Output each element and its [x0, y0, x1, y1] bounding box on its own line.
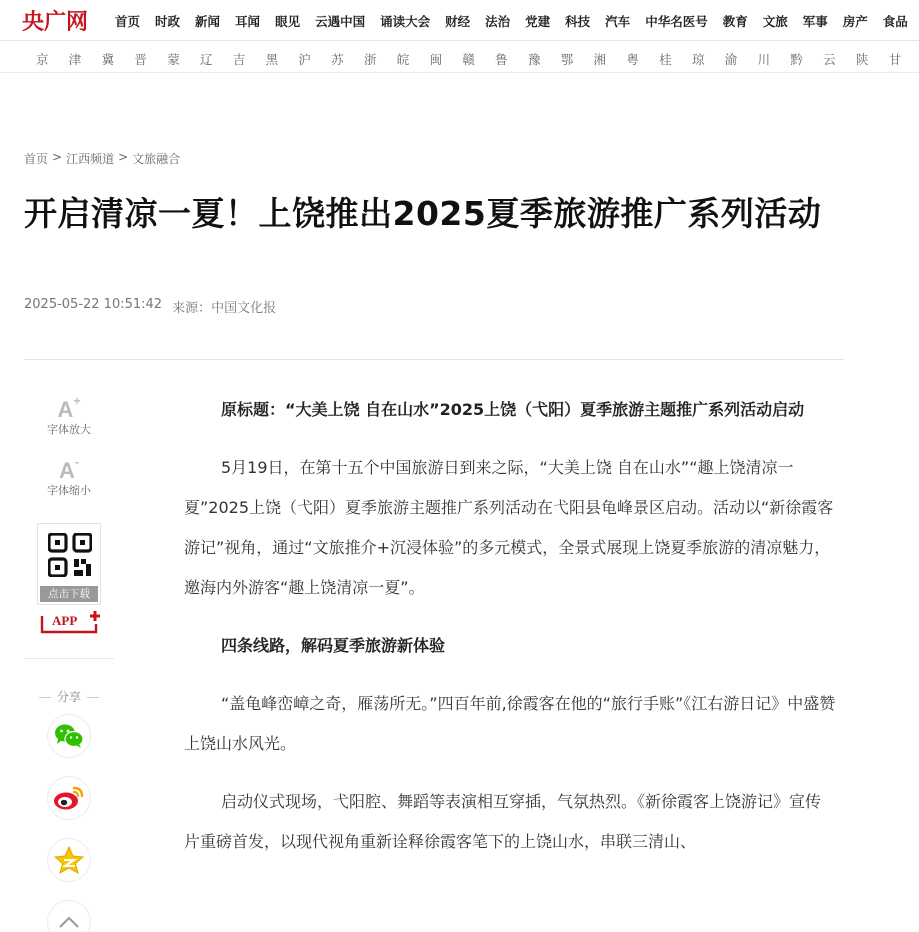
province-link[interactable]: 粤	[626, 52, 639, 67]
province-link[interactable]: 桂	[659, 52, 672, 67]
article-subheading: 四条线路，解码夏季旅游新体验	[221, 636, 446, 655]
article-datetime: 2025-05-22 10:51:42	[24, 297, 163, 312]
nav-item[interactable]: 财经	[445, 14, 471, 29]
province-link[interactable]: 冀	[101, 52, 115, 67]
qzone-star-icon	[54, 846, 84, 874]
province-link[interactable]: 豫	[527, 52, 541, 67]
province-link[interactable]: 黔	[790, 52, 803, 67]
nav-item[interactable]: 诵读大会	[380, 14, 431, 29]
province-link[interactable]: 沪	[298, 52, 311, 67]
wechat-icon	[54, 723, 84, 749]
province-link[interactable]: 渝	[724, 52, 738, 67]
province-link[interactable]: 闽	[429, 52, 443, 67]
article-subheading: 原标题：“大美上饶 自在山水”2025上饶（弋阳）夏季旅游主题推广系列活动启动	[221, 400, 805, 419]
province-list	[36, 50, 919, 68]
main-nav-list	[115, 12, 919, 30]
article-paragraph: 启动仪式现场，弋阳腔、舞蹈等表演相互穿插，气氛热烈。《新徐霞客上饶游记》宣传片重磅首发，以现代视角重新诠释徐霞客笔下的上饶山水，串联三清山、	[184, 792, 822, 851]
back-to-top-button[interactable]	[47, 900, 91, 932]
article-paragraph: “盖龟峰峦嶂之奇，雁荡所无。”四百年前,徐霞客在他的“旅行手账”《江右游日记》中盛赞上饶山水风光。	[184, 694, 836, 753]
nav-item[interactable]: 食品	[882, 14, 908, 29]
province-link[interactable]: 湘	[593, 52, 607, 67]
site-logo[interactable]	[22, 6, 88, 34]
province-link[interactable]: 云	[823, 52, 836, 67]
province-link[interactable]: 鄂	[560, 52, 574, 67]
province-link[interactable]: 赣	[462, 52, 475, 67]
app-download-qr[interactable]	[37, 523, 101, 605]
chevron-up-icon	[58, 915, 80, 929]
breadcrumb-home[interactable]: 首页	[24, 152, 49, 166]
nav-item[interactable]: 云遇中国	[315, 14, 366, 29]
download-label: 点击下载	[40, 586, 98, 602]
share-qzone-button[interactable]	[47, 838, 91, 882]
nav-item[interactable]: 文旅	[762, 14, 788, 29]
nav-item[interactable]: 房产	[842, 14, 868, 29]
nav-item[interactable]: 教育	[722, 14, 748, 29]
tools-divider	[24, 658, 114, 659]
nav-item[interactable]: 耳闻	[235, 14, 261, 29]
province-link[interactable]: 蒙	[167, 52, 180, 67]
font-decrease-label: 字体缩小	[47, 484, 91, 497]
title-divider	[24, 359, 844, 360]
province-link[interactable]: 吉	[232, 52, 246, 67]
nav-item[interactable]: 眼见	[275, 14, 301, 29]
share-wechat-button[interactable]	[47, 714, 91, 758]
province-link[interactable]: 川	[757, 52, 771, 67]
font-decrease-button[interactable]	[24, 455, 114, 498]
app-badge[interactable]	[40, 610, 100, 634]
province-link[interactable]: 鲁	[495, 52, 508, 67]
logo-text: 央广网	[22, 8, 89, 35]
breadcrumb-separator: >	[118, 150, 129, 164]
nav-item[interactable]: 中华名医号	[645, 14, 708, 29]
province-link[interactable]: 苏	[331, 52, 344, 67]
breadcrumb	[24, 150, 180, 167]
province-link[interactable]: 甘	[888, 52, 902, 67]
province-link[interactable]: 皖	[396, 52, 410, 67]
nav-item[interactable]: 汽车	[605, 14, 631, 29]
nav-item[interactable]: 党建	[525, 14, 551, 29]
nav-item[interactable]: 科技	[565, 14, 591, 29]
weibo-icon	[53, 784, 85, 812]
app-label: APP	[52, 613, 78, 628]
share-weibo-button[interactable]	[47, 776, 91, 820]
font-decrease-icon: A-	[59, 455, 79, 483]
top-nav	[0, 0, 919, 41]
province-link[interactable]: 京	[36, 52, 49, 67]
province-link[interactable]: 浙	[363, 52, 377, 67]
article-source: 来源：中国文化报	[172, 301, 277, 316]
qr-code-icon	[48, 533, 92, 577]
breadcrumb-separator: >	[52, 150, 63, 164]
article-body	[184, 390, 836, 880]
nav-item[interactable]: 时政	[155, 14, 181, 29]
share-label: 分享	[24, 688, 114, 705]
article-title: 开启清凉一夏！上饶推出2025夏季旅游推广系列活动	[24, 194, 822, 233]
province-link[interactable]: 晋	[134, 52, 147, 67]
nav-item[interactable]: 新闻	[195, 14, 221, 29]
province-link[interactable]: 陕	[855, 52, 869, 67]
province-bar	[0, 41, 919, 73]
province-link[interactable]: 黑	[265, 52, 279, 67]
font-increase-button[interactable]	[24, 394, 114, 437]
article-paragraph: 5月19日，在第十五个中国旅游日到来之际，“大美上饶 自在山水”“趣上饶清凉一夏”2025上饶（弋阳）夏季旅游主题推广系列活动在弋阳县龟峰景区启动。活动以“新徐霞客游记”视角，通过“文旅推介+沉浸体验”的多元模式，全景式展现上饶夏季旅游的清凉魅力，邀海内外游客“趣上饶清凉一夏”。	[184, 458, 834, 597]
province-link[interactable]: 津	[68, 52, 82, 67]
province-link[interactable]: 辽	[199, 52, 213, 67]
nav-item[interactable]: 军事	[802, 14, 828, 29]
breadcrumb-channel[interactable]: 江西频道	[66, 152, 115, 166]
province-link[interactable]: 琼	[691, 52, 705, 67]
font-increase-icon: A+	[57, 394, 81, 422]
article-meta	[24, 297, 276, 316]
nav-item[interactable]: 首页	[115, 14, 141, 29]
nav-item[interactable]: 法治	[485, 14, 511, 29]
breadcrumb-section[interactable]: 文旅融合	[132, 152, 181, 166]
font-increase-label: 字体放大	[47, 423, 91, 436]
